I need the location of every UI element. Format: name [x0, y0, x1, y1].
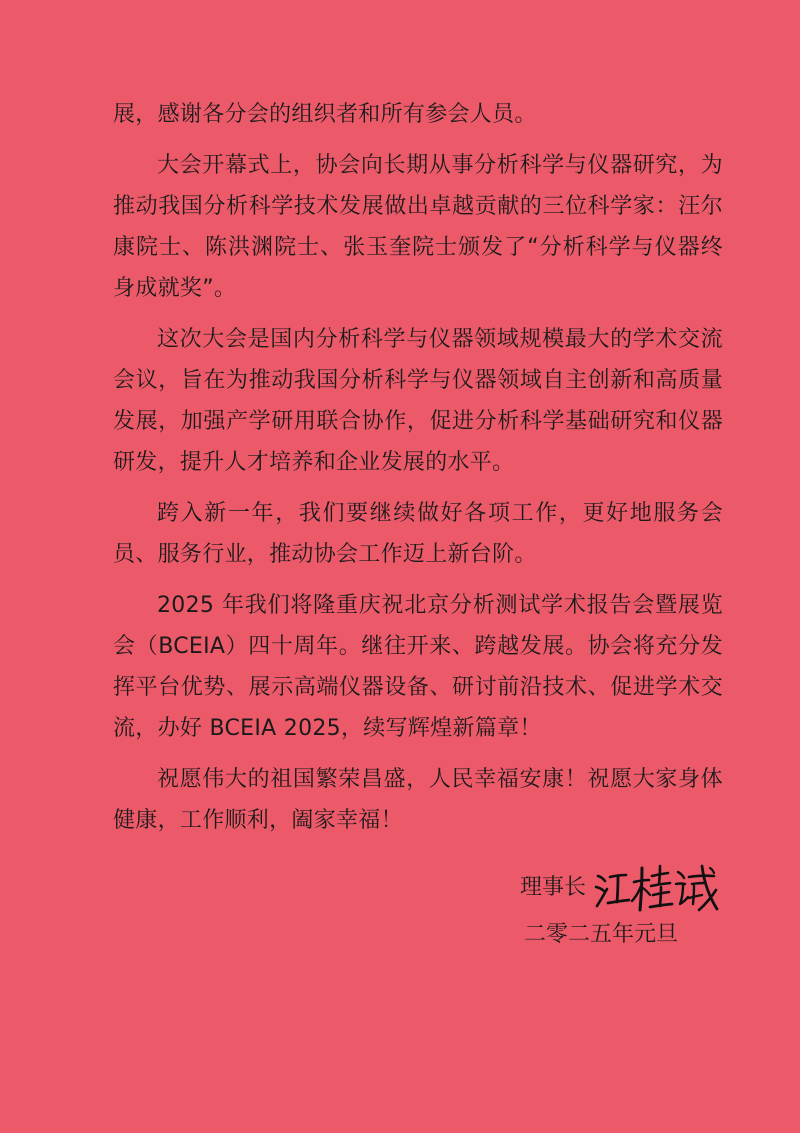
- paragraph-wishes: 祝愿伟大的祖国繁荣昌盛，人民幸福安康！祝愿大家身体健康，工作顺利，阖家幸福！: [113, 767, 723, 833]
- paragraph-award: 大会开幕式上，协会向长期从事分析科学与仪器研究，为推动我国分析科学技术发展做出卓越贡献的三位科学家：汪尔康院士、陈洪渊院士、张玉奎院士颁发了“分析科学与仪器终身成就奖”。: [113, 153, 723, 301]
- signature-row: [520, 860, 740, 916]
- signature-block: [520, 860, 740, 950]
- paragraph-new-year: 跨入新一年，我们要继续做好各项工作，更好地服务会员、服务行业，推动协会工作迈上新台阶。: [113, 501, 723, 567]
- letter-date: 二零二五年元旦: [524, 922, 679, 947]
- paragraph-conference: 这次大会是国内分析科学与仪器领域规模最大的学术交流会议，旨在为推动我国分析科学与仪器领域自主创新和高质量发展，加强产学研用联合协作，促进分析科学基础研究和仪器研发，提升人才培养和企业发展的水平。: [113, 327, 723, 475]
- handwritten-signature: [592, 860, 722, 916]
- paragraph-continuation: 展，感谢各分会的组织者和所有参会人员。: [113, 102, 537, 127]
- paragraph-bceia: 2025 年我们将隆重庆祝北京分析测试学术报告会暨展览会（BCEIA）四十周年。继往开来、跨越发展。协会将充分发挥平台优势、展示高端仪器设备、研讨前沿技术、促进学术交流，办好 BCEIA 2025，续写辉煌新篇章！: [113, 593, 723, 741]
- letter-body: [113, 94, 723, 841]
- signatory-title: 理事长: [520, 875, 587, 900]
